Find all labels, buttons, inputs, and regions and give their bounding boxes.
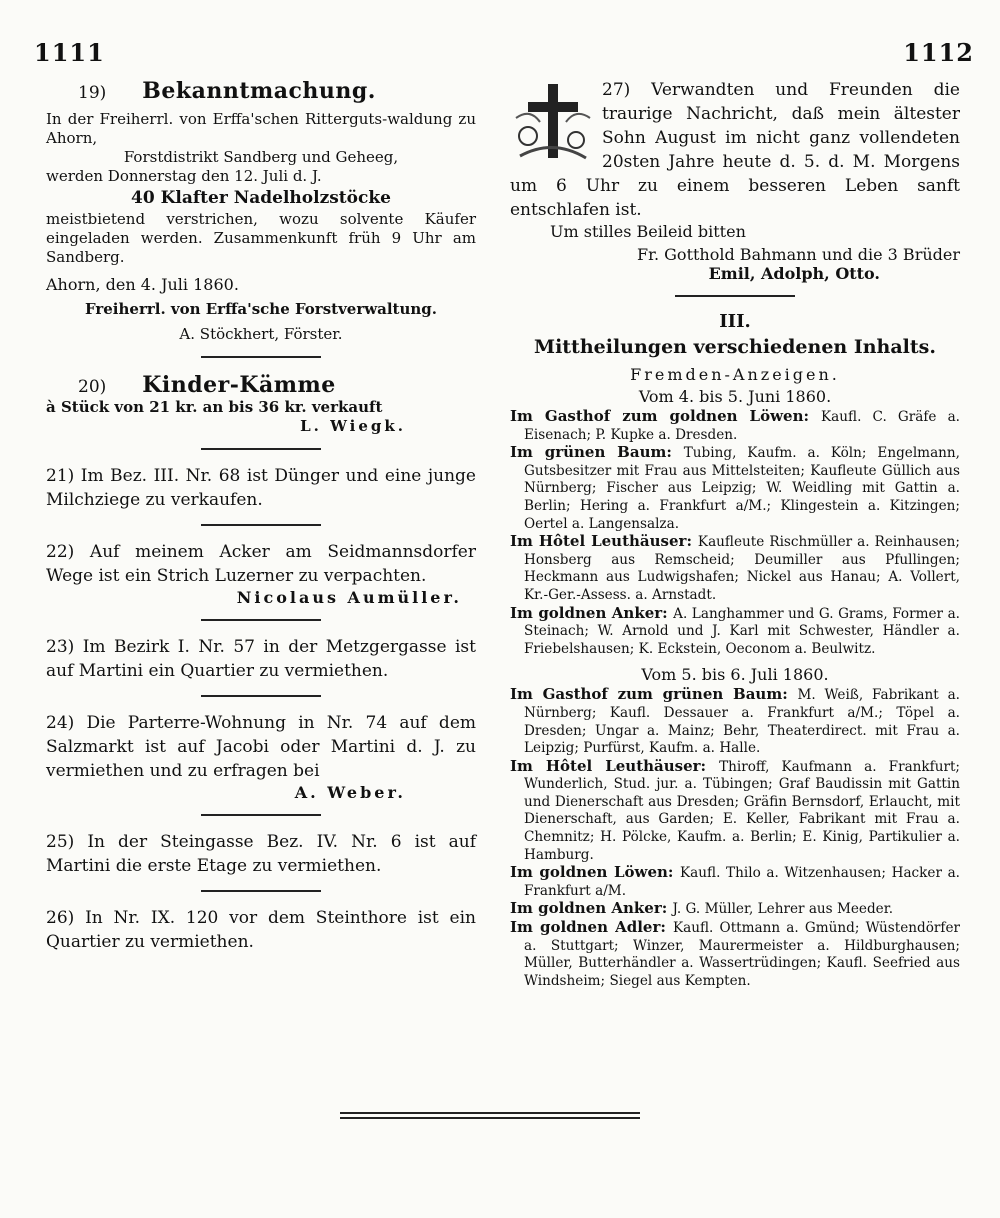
guest-entry [510,605,960,659]
ad-19-header [78,78,476,104]
hotel-name: Im goldnen Anker: [510,603,674,622]
ad-20-signature: L. Wiegk. [300,417,406,435]
ad-19-signature-2: A. Stöckhert, Förster. [179,325,343,343]
ad-19-signature-1: Freiherrl. von Erffa'sche Forstverwaltung. [84,300,438,318]
ad-19-date: Ahorn, den 4. Juli 1860. [46,275,239,294]
divider [675,295,795,297]
fremden-heading: Fremden-Anzeigen. [630,365,840,384]
guest-entry [510,686,960,757]
ad-19 [46,78,476,344]
ad-27-signature-1: Fr. Gotthold Bahmann und die 3 Brüder [636,245,960,264]
guest-names: M. Weiß, Fabrikant a. Nürnberg; Kaufl. Dessauer a. Frankfurt a/M.; Töpel a. Dresden; Ungar a. Mainz; Behr, Theaterdirect. mit Frau a. Leipzig; Purfürst, Kaufm. a. Halle. [524,687,960,757]
guest-entry [510,533,960,604]
hotel-name: Im Gasthof zum grünen Baum: [510,685,798,704]
ad-20 [46,372,476,436]
guest-names: J. G. Müller, Lehrer aus Meeder. [672,901,894,918]
ad-20-title: Kinder-Kämme [142,372,336,398]
ad-19-text-2: Forstdistrikt Sandberg und Geheeg, [123,148,399,166]
guest-entry [510,758,960,865]
ad-26-text: 26) In Nr. IX. 120 vor dem Steinthore ist ein Quartier zu vermiethen. [46,908,476,952]
ad-27-obituary [510,78,960,283]
ad-19-text-1: In der Freiherrl. von Erffa'schen Ritterguts-waldung zu Ahorn, [46,110,476,147]
guest-names: Tubing, Kaufm. a. Köln; Engelmann, Gutsbesitzer mit Frau aus Mittelsteiten; Kaufleute Güllich aus Nürnberg; Fischer aus Leipzig; W. Weidling mit Gattin a. Berlin; Hering a. Frankfurt a/M.; Klingestein a. Kitzingen; Oertel a. Langensalza. [524,445,961,532]
hotel-name: Im grünen Baum: [510,443,684,462]
cross-icon [510,78,596,164]
guest-names: Kaufl. Thilo a. Witzenhausen; Hacker a. Frankfurt a/M. [524,865,961,899]
guest-names: Kaufl. Ottmann a. Gmünd; Wüstendörfer a. Stuttgart; Winzer, Maurermeister a. Hildburghausen; Müller, Butterhändler a. Wassertrüdingen; Kaufl. Seefried aus Windsheim; Siegel aus Kempten. [524,920,960,989]
divider [201,695,321,697]
hotel-name: Im Hôtel Leuthäuser: [510,756,720,775]
hotel-name: Im goldnen Löwen: [510,863,681,882]
ad-22-signature: Nicolaus Aumüller. [236,588,462,607]
divider [201,356,321,358]
bottom-rule [340,1112,640,1119]
ad-27-signature-2: Emil, Adolph, Otto. [708,264,880,283]
guest-names: Kaufleute Rischmüller a. Reinhausen; Honsberg aus Remscheid; Deumiller aus Pfullingen; Heckmann aus Ludwigshafen; Nickel aus Hanau; A. Vollert, Kr.-Ger.-Assess. a. Arnstadt. [524,534,960,603]
ad-24-text: 24) Die Parterre-Wohnung in Nr. 74 auf dem Salzmarkt ist auf Jacobi oder Martini d. J. zu vermiethen und zu erfragen bei [46,713,476,781]
right-column [510,78,960,990]
ad-21-text: 21) Im Bez. III. Nr. 68 ist Dünger und eine junge Milchziege zu verkaufen. [46,466,476,510]
ad-19-text-5: meistbietend verstrichen, wozu solvente Käufer eingeladen werden. Zusammenkunft früh 9 Uhr am Sandberg. [46,210,476,266]
ad-20-text: à Stück von 21 kr. an bis 36 kr. verkauft [46,398,383,416]
ad-25-text: 25) In der Steingasse Bez. IV. Nr. 6 ist auf Martini die erste Etage zu vermiethen. [46,832,476,876]
ad-19-highlight: 40 Klafter Nadelholzstöcke [131,188,391,208]
guest-entry [510,900,960,919]
page-number-left: 1111 [34,38,105,67]
ad-24-signature: A. Weber. [294,783,406,802]
hotel-name: Im goldnen Adler: [510,918,673,937]
hotel-name: Im goldnen Anker: [510,899,673,918]
guest-entry [510,408,960,444]
guest-entry [510,919,960,990]
ad-22 [46,540,476,607]
ad-20-header [78,372,476,398]
divider [201,524,321,526]
divider [201,619,321,621]
guest-entry [510,864,960,900]
guest-list-2 [510,686,960,990]
guest-names: A. Langhammer und G. Grams, Former a. Steinach; W. Arnold und J. Karl mit Schwester, Händler a. Friebelshausen; K. Eckstein, Oeconom a. Beulwitz. [524,605,961,657]
ad-27-text: 27) Verwandten und Freunden die traurige Nachricht, daß mein ältester Sohn August im nicht ganz vollendeten 20sten Jahre heute d. 5. d. M. Morgens um 6 Uhr zu einem besseren Leben sanft entschlafen ist. [510,80,960,220]
period-2: Vom 5. bis 6. Juli 1860. [641,665,829,685]
ad-24 [46,711,476,802]
ad-20-number: 20) [78,377,107,397]
period-1: Vom 4. bis 5. Juni 1860. [638,387,832,406]
ad-19-text-3: werden Donnerstag den 12. Juli d. J. [46,167,322,185]
guest-names: Thiroff, Kaufmann a. Frankfurt; Wunderlich, Stud. jur. a. Tübingen; Graf Baudissin mit Gattin und Dienerschaft aus Dresden; Gräfin Bernsdorf, Erlaucht, mit Dienerschaft, aus Garden; E. Keller, Fabrikant mit Frau a. Chemnitz; H. Pölcke, Kaufm. a. Berlin; E. Kinig, Partikulier a. Hamburg. [524,758,960,863]
ad-27-line: Um stilles Beileid bitten [550,222,746,241]
ad-23-text: 23) Im Bezirk I. Nr. 57 in der Metzgergasse ist auf Martini ein Quartier zu vermiethen. [46,637,476,681]
divider [201,814,321,816]
ad-22-text: 22) Auf meinem Acker am Seidmannsdorfer Wege ist ein Strich Luzerner zu verpachten. [46,542,476,586]
section-number: III. [719,311,751,332]
ad-19-number: 19) [78,83,107,103]
left-column [46,78,476,962]
guest-list-1 [510,408,960,658]
divider [201,448,321,450]
guest-names: Kaufl. C. Gräfe a. Eisenach; P. Kupke a. Dresden. [524,409,960,443]
ad-26 [46,906,476,954]
divider [201,890,321,892]
section-title: Mittheilungen verschiedenen Inhalts. [534,336,936,358]
hotel-name: Im Hôtel Leuthäuser: [510,532,698,551]
hotel-name: Im Gasthof zum goldnen Löwen: [510,407,822,425]
ad-19-title: Bekanntmachung. [142,78,376,104]
ad-25 [46,830,476,878]
ad-21 [46,464,476,512]
guest-entry [510,444,960,533]
page-number-right: 1112 [903,38,974,67]
ad-23 [46,635,476,683]
